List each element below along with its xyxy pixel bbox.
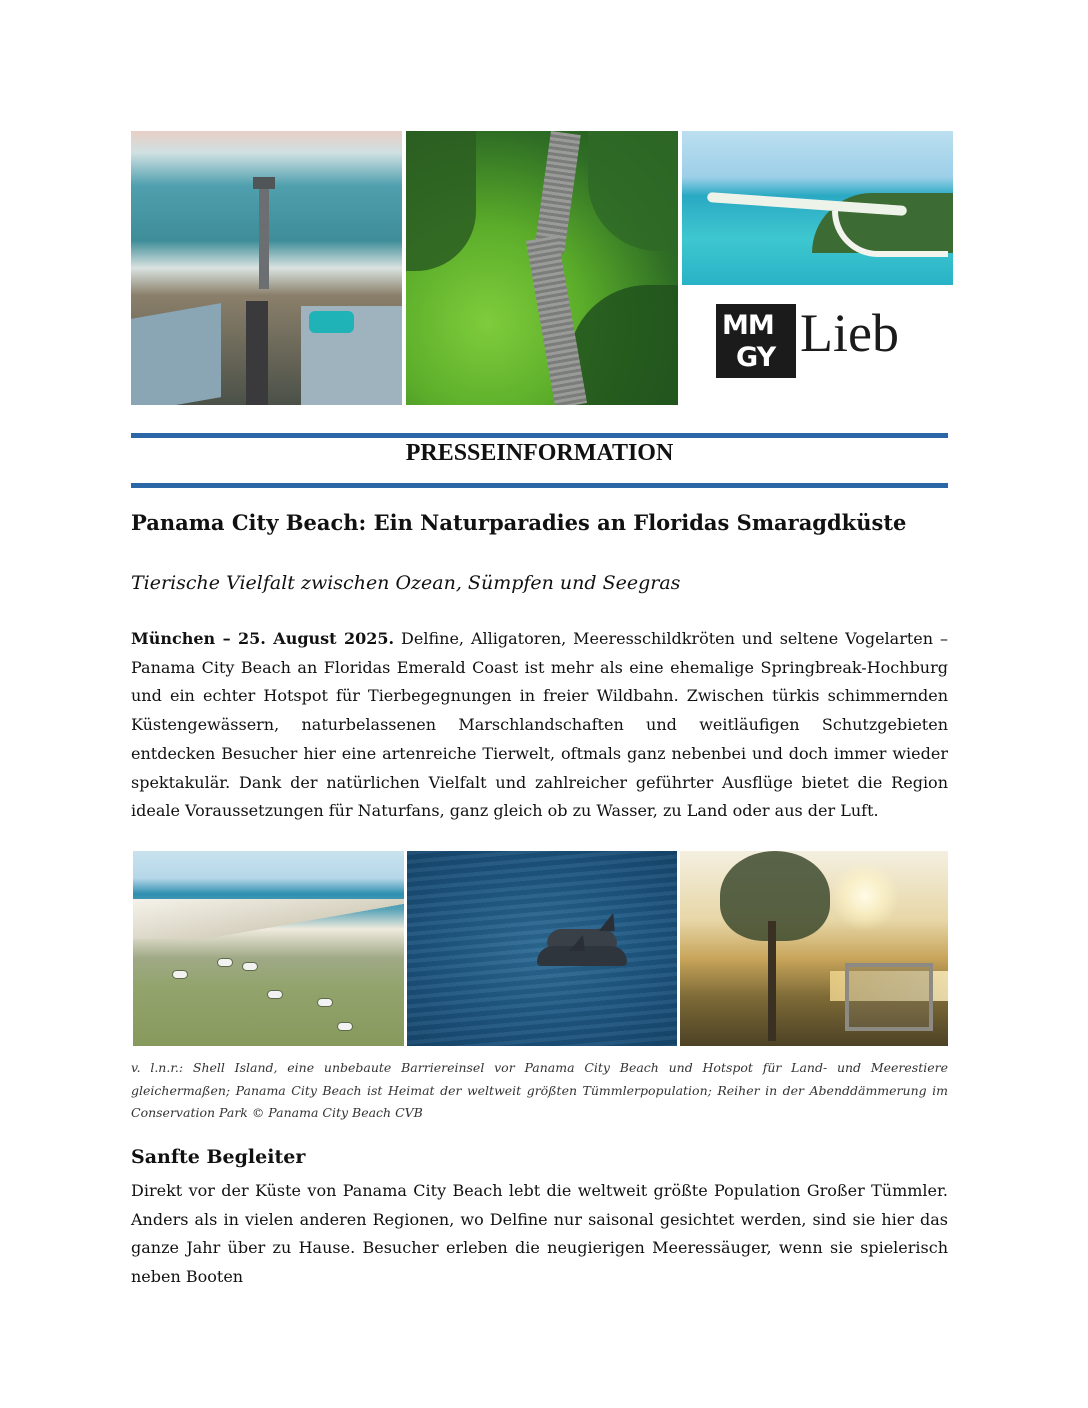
logo-wordmark: Lieb [800,303,899,363]
article-headline: Panama City Beach: Ein Naturparadies an Floridas Smaragdküste [131,510,907,535]
intro-text: Delfine, Alligatoren, Meeresschildkröten und seltene Vogelarten – Panama City Beach an Floridas Emerald Coast ist mehr als eine ehemalige Springbreak-Hochburg und ein echter Hotspot für Tierbegegnungen in freier Wildbahn. Zwischen türkis schimmernden Küstengewässern, naturbelassenen Marschlandschaften und weitläufigen Schutzgebieten entdecken Besucher hier eine artenreiche Tierwelt, oftmals ganz nebenbei und doch immer wieder spektakulär. Dank der natürlichen Vielfalt und zahlreicher geführter Ausflüge bietet die Region ideale Voraussetzungen für Naturfans, ganz gleich ob zu Wasser, zu Land oder aus der Luft. [131,629,948,821]
swamp-boardwalk-photo [406,131,678,405]
dolphins-photo [407,851,677,1046]
photo-caption: v. l.n.r.: Shell Island, eine unbebaute Barriereinsel vor Panama City Beach und Hotspot für Land- und Meerestiere gleichermaßen; Panama City Beach ist Heimat der weltweit größten Tümmlerpopulation; Reiher in der Abenddämmerung im Conservation Park © Panama City Beach CVB [131,1060,948,1120]
section-body: Direkt vor der Küste von Panama City Beach lebt die weltweit größte Population Großer Tümmler. Anders als in vielen anderen Regionen, wo Delfine nur saisonal gesichtet werden, sind sie hier das ganze Jahr über zu Hause. Besucher erleben die neugierigen Meeressäuger, wenn sie spielerisch neben Booten [131,1181,948,1287]
bottom-divider-rule [131,483,948,488]
section-title: Sanfte Begleiter [131,1146,306,1168]
logo-mark-line1: MM [722,310,774,341]
press-title: PRESSEINFORMATION [405,440,674,466]
mmgy-lieb-logo [716,304,926,378]
article-subheadline: Tierische Vielfalt zwischen Ozean, Sümpfen und Seegras [131,572,681,594]
mmgy-logo-mark [716,304,796,378]
pier-aerial-photo [131,131,402,405]
dateline: München – 25. August 2025. [131,629,395,648]
logo-mark-line2: GY [736,342,776,373]
intro-paragraph [131,625,948,826]
turquoise-bay-photo [682,131,953,285]
shell-island-photo [133,851,404,1046]
marsh-sunset-photo [680,851,948,1046]
top-divider-rule [131,433,948,438]
